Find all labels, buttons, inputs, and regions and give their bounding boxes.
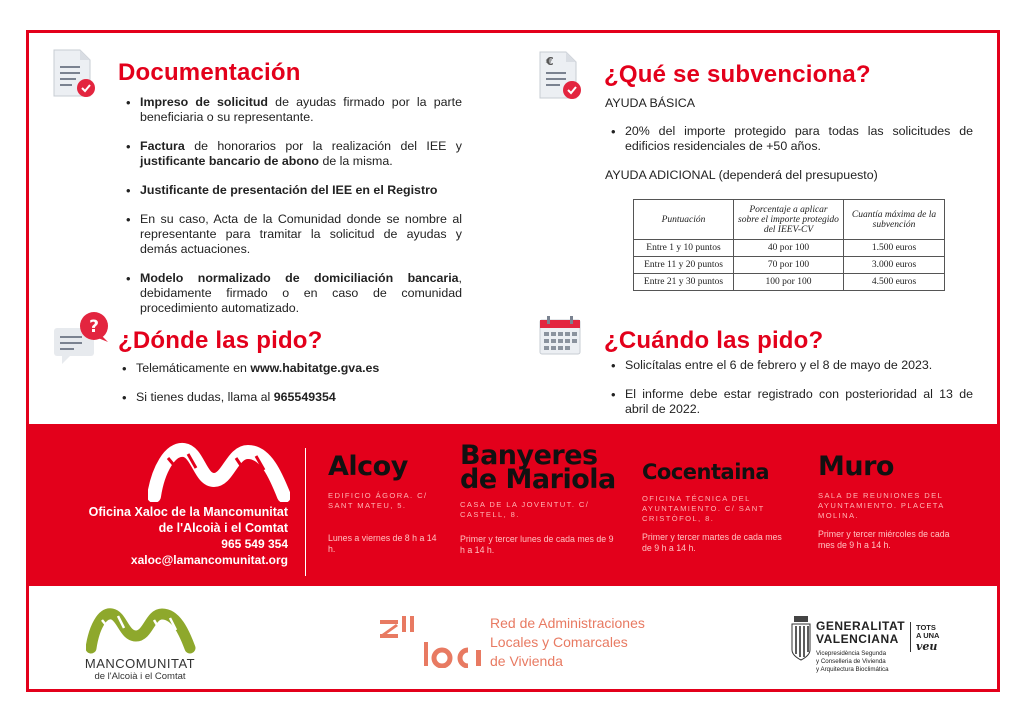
town-cocentaina: Cocentaina OFICINA TÉCNICA DEL AYUNTAMIENTO. C/ SANT CRISTÒFOL, 8. Primer y tercer martes de cada mes de 9 h a 14 h.	[642, 460, 782, 553]
documentacion-list	[126, 95, 462, 316]
list-item: • Modelo normalizado de domiciliación bancaria, debidamente firmado o en caso de comunidad procedimiento automatizado.	[126, 271, 462, 316]
svg-text:€: €	[546, 55, 554, 68]
tots-a-una-veu: TOTS A UNA veu	[916, 623, 940, 653]
oficina-phone[interactable]: 965 549 354	[221, 537, 288, 551]
band-divider	[305, 448, 306, 576]
euro-document-icon	[538, 50, 582, 102]
tots-divider	[910, 622, 911, 652]
mancomunitat-logo	[86, 606, 196, 654]
phone-link[interactable]: 965549354	[273, 390, 336, 404]
puntuacion-table	[633, 199, 945, 291]
town-muro: Muro SALA DE REUNIONES DEL AYUNTAMIENTO. PLACETA MOLINA. Primer y tercer miércoles de cada mes de 9 h a 14 h.	[818, 451, 950, 550]
cuando-list	[611, 358, 973, 417]
list-item: • En su caso, Acta de la Comunidad donde se nombre al representante para tramitar la solicitud de ayudas y demás actuaciones.	[126, 212, 462, 257]
svg-text:?: ?	[89, 317, 99, 337]
table-row: Entre 21 y 30 puntos 100 por 100 4.500 euros	[634, 274, 945, 291]
generalitat-shield-icon	[790, 614, 812, 662]
table-header-row: Puntuación Porcentaje a aplicar sobre el importe protegido del IEEV-CV Cuantía máxima de la subvención	[634, 200, 945, 240]
ayuda-adicional-label: AYUDA ADICIONAL (dependerá del presupuesto)	[605, 168, 878, 182]
table-row: Entre 11 y 20 puntos 70 por 100 3.000 euros	[634, 257, 945, 274]
donde-list	[122, 361, 462, 405]
oficina-xaloc-info: Oficina Xaloc de la Mancomunitat de l'Alcoià i el Comtat 965 549 354 xaloc@lamancomunitat.org	[50, 504, 288, 568]
table-row: Entre 1 y 10 puntos 40 por 100 1.500 euros	[634, 240, 945, 257]
ayuda-basica-label: AYUDA BÁSICA	[605, 96, 695, 110]
documentacion-title: Documentación	[118, 59, 301, 86]
list-item: • Factura de honorarios por la realización del IEE y justificante bancario de abono de la misma.	[126, 139, 462, 169]
xaloc-logo	[380, 614, 484, 668]
que-title: ¿Qué se subvenciona?	[604, 61, 871, 88]
mancomunitat-logo-white	[148, 440, 290, 502]
mancomunitat-text: MANCOMUNITAT de l'Alcoià i el Comtat	[84, 656, 196, 682]
oficina-email[interactable]: xaloc@lamancomunitat.org	[130, 553, 288, 567]
red-administraciones-text: Red de Administraciones Locales y Comarcales de Vivienda	[490, 615, 645, 669]
list-item: • Impreso de solicitud de ayudas firmado por la parte beneficiaria o su representante.	[126, 95, 462, 125]
town-alcoy: Alcoy EDIFICIO ÁGORA. C/ SANT MATEU, 5. Lunes a viernes de 8 h a 14 h.	[328, 451, 437, 554]
list-item: • Telemáticamente en www.habitatge.gva.es	[122, 361, 462, 376]
calendar-icon	[538, 314, 582, 356]
chat-question-icon	[52, 308, 112, 368]
cuando-title: ¿Cuándo las pido?	[604, 327, 824, 354]
document-check-icon	[52, 48, 96, 100]
generalitat-text: GENERALITAT VALENCIANA Vicepresidència Segunda y Conselleria de Vivienda y Arquitectura Bioclimática	[816, 619, 906, 673]
list-item: • El informe debe estar registrado con posterioridad al 13 de abril de 2022.	[611, 387, 973, 417]
ayuda-basica-list	[611, 124, 973, 154]
list-item: • 20% del importe protegido para todas las solicitudes de edificios residenciales de +50 años.	[611, 124, 973, 154]
town-banyeres: Banyeres de Mariola CASA DE LA JOVENTUT. C/ CASTELL, 8. Primer y tercer lunes de cada mes de 9 h a 14 h.	[460, 440, 616, 555]
list-item: • Solicítalas entre el 6 de febrero y el 8 de mayo de 2023.	[611, 358, 973, 373]
list-item: • Justificante de presentación del IEE en el Registro	[126, 183, 462, 198]
habitatge-link[interactable]: www.habitatge.gva.es	[250, 361, 380, 375]
donde-title: ¿Dónde las pido?	[118, 327, 323, 354]
list-item: • Si tienes dudas, llama al 965549354	[122, 390, 462, 405]
